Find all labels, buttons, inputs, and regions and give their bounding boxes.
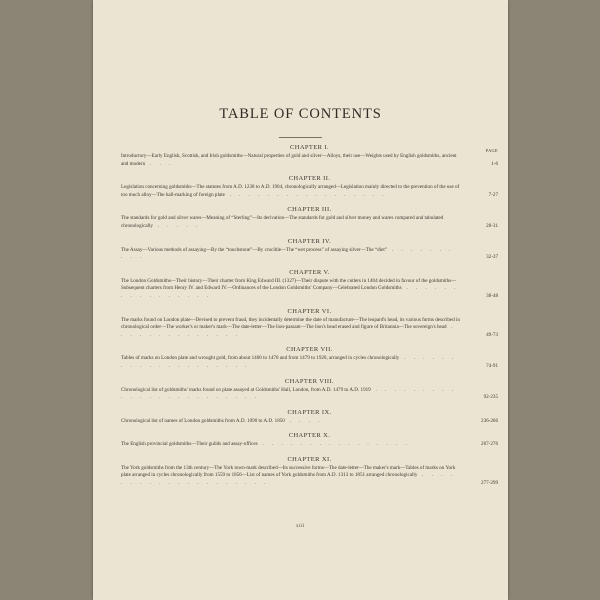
chapter-10	[121, 431, 498, 449]
page-folio: xiii	[296, 523, 305, 529]
chapter-summary: The English provincial goldsmiths—Their guilds and assay-offices	[121, 441, 258, 448]
chapter-7	[121, 345, 498, 370]
page-range: 1-6	[491, 160, 498, 167]
chapter-heading: CHAPTER III.	[287, 206, 332, 214]
chapter-entry: The marks found on London plate—Devised to prevent fraud, they incidentally determine the date of manufacture—The leopard's head, its various forms described in chronological order—The worker's or maker's mark—The date-letter—The lion-passant—The lion's head erased and figure of Britannia—The sovereign's head . . . . . . . . . . . . . . 49-73	[121, 316, 498, 338]
chapter-entry: The standards for gold and silver wares—Meaning of “Sterling”—Its derivation—The standards for gold and silver money and wares compared and tabulated chronologically . . . . . 28-31	[121, 215, 498, 229]
chapter-summary: The marks found on London plate—Devised to prevent fraud, they incidentally determine the date of manufacture—The leopard's head, its various forms described in chronological order—The worker's or maker's mark—The date-letter—The lion-passant—The lion's head erased and figure of Britannia—The sovereign's head	[121, 316, 460, 331]
chapter-entry: Tables of marks on London plate and wrought gold, from about 1400 to 1478 and from 1479 to 1920, arranged in cycles chronologically . . . . . . . . . . . . . . . . . . . . 74-91	[121, 355, 498, 369]
chapter-heading: CHAPTER VII.	[286, 346, 333, 354]
chapter-entry: The English provincial goldsmiths—Their guilds and assay-offices . . . . . . . . . . . . . . . . 267-276	[121, 441, 498, 448]
chapter-heading: CHAPTER VI.	[287, 307, 332, 315]
chapter-summary: The Assay—Various methods of assaying—By the “touchstone”—By crucible—The “wet process” of assaying silver—The “diet”	[121, 246, 388, 253]
chapter-heading: CHAPTER II.	[288, 175, 331, 183]
chapter-summary: The London Goldsmiths—Their history—Their charter from King Edward III. (1327)—Their dispute with the cutlers in 1404 decided in favour of the goldsmiths—Subsequent charters from Henry IV. and Edward IV.—Ordinances of the London Goldsmiths' Company—Celebrated London Goldsmiths	[121, 277, 457, 292]
chapter-heading: CHAPTER XI.	[287, 455, 332, 463]
chapter-heading: CHAPTER V.	[289, 268, 330, 276]
title-rule	[279, 137, 322, 138]
chapter-heading: CHAPTER IX.	[287, 408, 332, 416]
page-range: 7-27	[488, 191, 498, 198]
chapter-summary: Chronological list of goldsmiths' marks found on plate assayed at Goldsmiths' Hall, London, from A.D. 1479 to A.D. 1919	[121, 386, 371, 393]
book-page	[93, 0, 508, 600]
chapter-entry: The London Goldsmiths—Their history—Their charter from King Edward III. (1327)—Their dispute with the cutlers in 1404 decided in favour of the goldsmiths—Subsequent charters from Henry IV. and Edward IV.—Ordinances of the London Goldsmiths' Company—Celebrated London Goldsmiths . . . . . . . . . . . . . . . . 38-48	[121, 277, 498, 299]
chapter-heading: CHAPTER X.	[288, 432, 331, 440]
page-range: 92-235	[483, 394, 498, 401]
page-title: TABLE OF CONTENTS	[219, 106, 382, 122]
chapter-5	[121, 268, 498, 301]
page-range: 38-48	[486, 292, 498, 299]
chapter-summary: The York goldsmiths from the 13th century—The York town-mark described—Its successive forms—The date-letter—The maker's mark—Tables of marks on York plate arranged in cycles chronologically from 1559 to 1856—List of names of York goldsmiths from A.D. 1313 to 1851 arranged chronologically	[121, 464, 456, 479]
chapter-8	[121, 377, 498, 402]
chapter-1	[121, 143, 498, 168]
chapter-entry: The Assay—Various methods of assaying—By the “touchstone”—By crucible—The “wet process” of assaying silver—The “diet” . . . . . . . . . . 32-37	[121, 246, 498, 261]
chapter-summary: Introductory—Early English, Scottish, and Irish goldsmiths—Natural properties of gold and silver—Alloys, their use—Weights used by English goldsmiths, ancient and modern	[121, 153, 457, 167]
table-of-contents	[121, 143, 498, 494]
page-range: 28-31	[486, 222, 498, 229]
chapter-2	[121, 174, 498, 199]
chapter-heading: CHAPTER VIII.	[284, 377, 335, 385]
page-range: 49-73	[486, 331, 498, 338]
page-range: 277-299	[481, 480, 498, 487]
chapter-entry: Chronological list of goldsmiths' marks found on plate assayed at Goldsmiths' Hall, London, from A.D. 1479 to A.D. 1919 . . . . . . . . . . . . . . . . . . . . . . . . 92-235	[121, 386, 498, 401]
chapter-entry: The York goldsmiths from the 13th century—The York town-mark described—Its successive forms—The date-letter—The maker's mark—Tables of marks on York plate arranged in cycles chronologically from 1559 to 1856—List of names of York goldsmiths from A.D. 1313 to 1851 arranged chronologically . . . . . . . . . . . . . . . . . . . . 277-299	[121, 464, 498, 487]
page-range: 74-91	[486, 362, 498, 369]
page-column-label: PAGE	[485, 148, 498, 153]
chapter-3	[121, 205, 498, 230]
chapter-entry: Chronological list of names of London goldsmiths from A.D. 1090 to A.D. 1850 . . . . 236-266	[121, 417, 498, 424]
page-range: 32-37	[486, 254, 498, 261]
chapter-summary: Tables of marks on London plate and wrought gold, from about 1400 to 1478 and from 1479 to 1920, arranged in cycles chronologically	[121, 355, 400, 362]
chapter-entry: Introductory—Early English, Scottish, and Irish goldsmiths—Natural properties of gold and silver—Alloys, their use—Weights used by English goldsmiths, ancient and modern . . . 1-6	[121, 153, 498, 167]
chapter-summary: The standards for gold and silver wares—Meaning of “Sterling”—Its derivation—The standards for gold and silver money and wares compared and tabulated chronologically	[121, 215, 444, 229]
chapter-summary: Chronological list of names of London goldsmiths from A.D. 1090 to A.D. 1850	[121, 417, 285, 424]
chapter-entry: Legislation concerning goldsmiths—The statutes from A.D. 1238 to A.D. 1904, chronologically arranged—Legislation mainly directed to the prevention of the use of too much alloy—The hall-marking of foreign plate . . . . . . . . . . . . . . . . . 7-27	[121, 184, 498, 198]
page-range: 267-276	[481, 441, 498, 448]
chapter-summary: Legislation concerning goldsmiths—The statutes from A.D. 1238 to A.D. 1904, chronologically arranged—Legislation mainly directed to the prevention of the use of too much alloy—The hall-marking of foreign plate	[121, 184, 460, 198]
chapter-heading: CHAPTER I.	[289, 144, 330, 151]
chapter-9	[121, 408, 498, 426]
chapter-4	[121, 237, 498, 262]
chapter-heading: CHAPTER IV.	[287, 237, 332, 245]
chapter-11	[121, 455, 498, 488]
chapter-6	[121, 307, 498, 340]
page-range: 236-266	[481, 417, 498, 424]
